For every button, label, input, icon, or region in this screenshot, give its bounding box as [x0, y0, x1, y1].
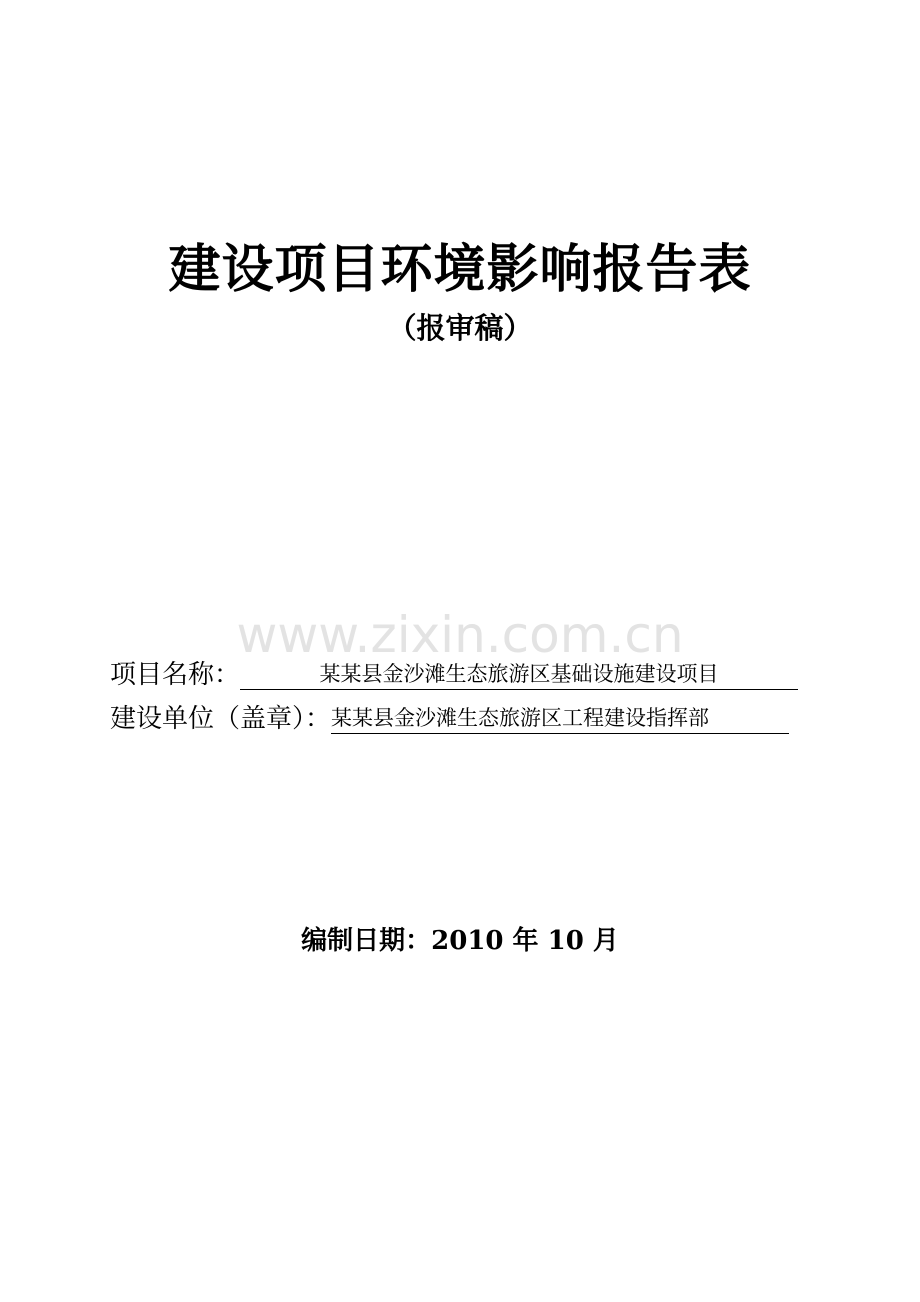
compile-date: 编制日期：2010 年 10 月 — [301, 926, 619, 956]
project-name-label: 项目名称： — [110, 660, 241, 690]
document-subtitle: （报审稿） — [387, 311, 533, 345]
construction-unit-label: 建设单位（盖章）： — [110, 704, 332, 734]
project-name-row — [110, 656, 798, 692]
document-title: 建设项目环境影响报告表 — [168, 239, 752, 300]
watermark-text: www.zixin.com.cn — [236, 606, 684, 664]
construction-unit-value: 某某县金沙滩生态旅游区工程建设指挥部 — [331, 703, 789, 734]
project-name-value: 某某县金沙滩生态旅游区基础设施建设项目 — [240, 659, 798, 690]
construction-unit-row — [110, 700, 789, 736]
